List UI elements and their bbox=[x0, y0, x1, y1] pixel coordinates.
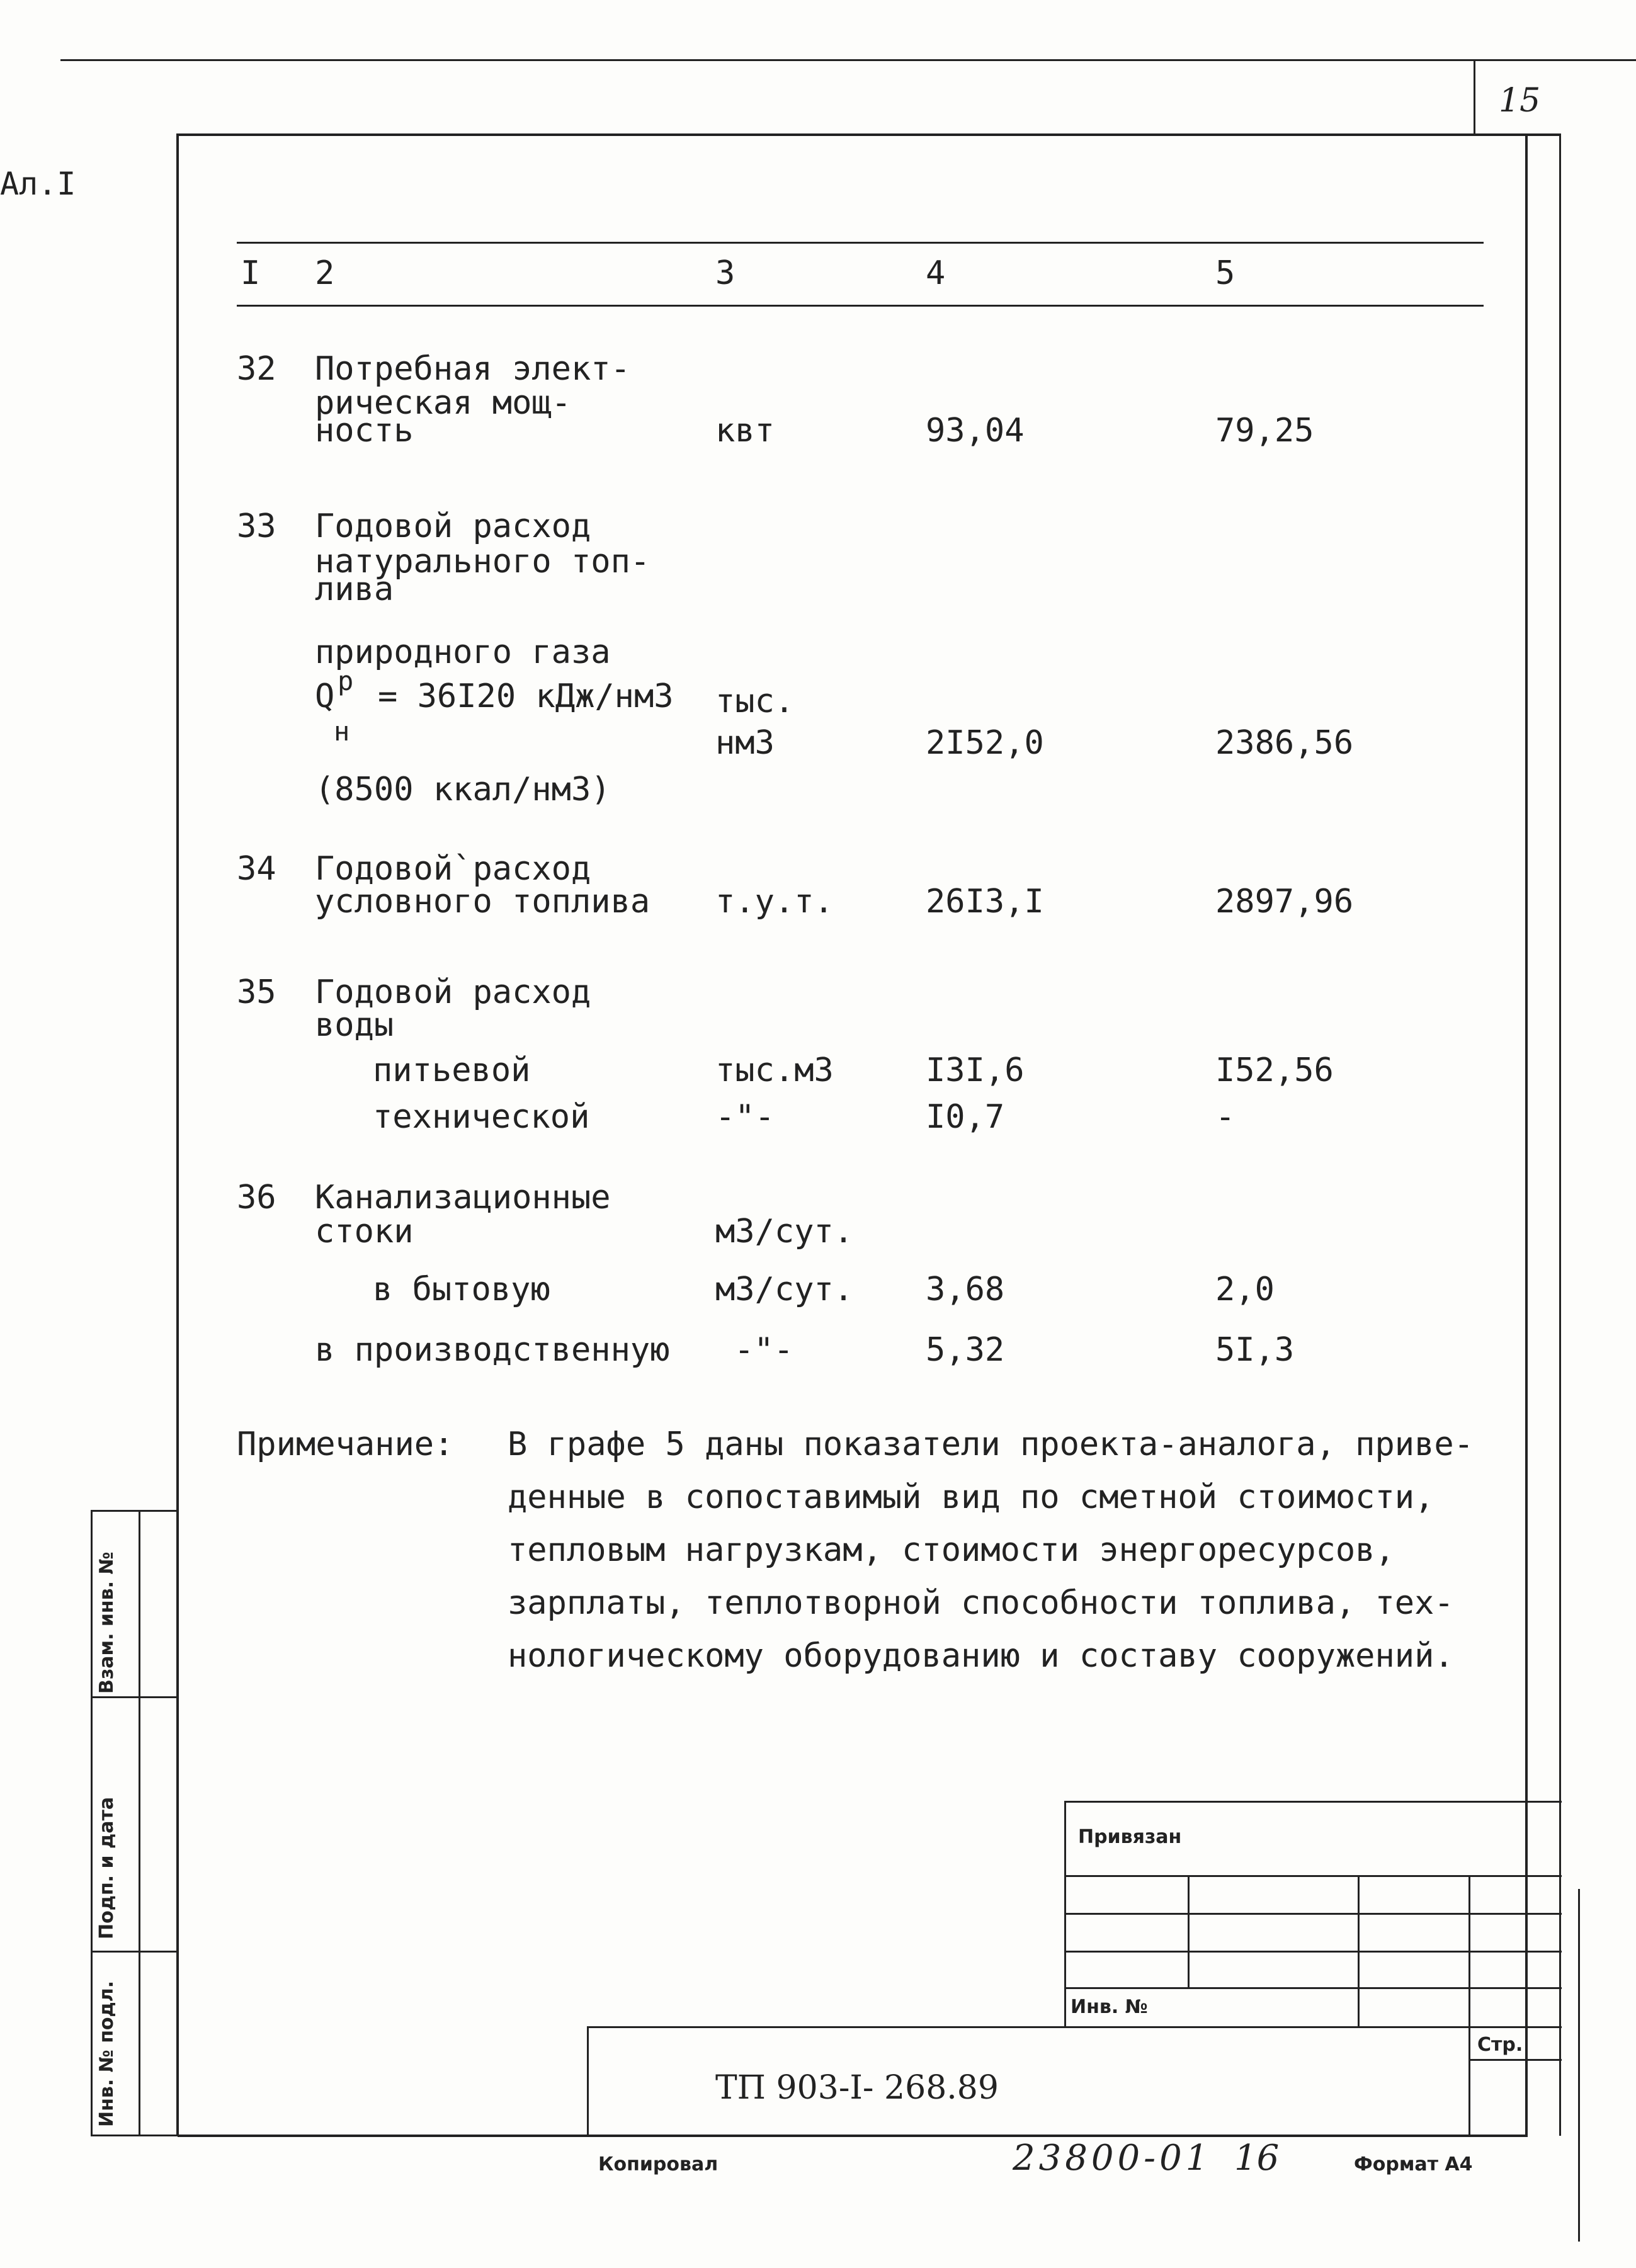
row-32-col5: 79,25 bbox=[1215, 412, 1314, 450]
gas-q-symbol: Q bbox=[315, 678, 335, 715]
row-36-unit: м3/сут. bbox=[715, 1213, 854, 1250]
row-34-unit: т.у.т. bbox=[715, 883, 834, 921]
sewage-domestic-col5: 2,0 bbox=[1215, 1271, 1275, 1308]
water-drinking-label: питьевой bbox=[373, 1052, 531, 1089]
sewage-domestic-unit: м3/сут. bbox=[715, 1271, 854, 1308]
row-32-unit: квт bbox=[715, 412, 775, 450]
header-col-2: 2 bbox=[315, 254, 335, 292]
row-33-line-2: натурального топ- bbox=[315, 543, 650, 581]
row-33-line-3: лива bbox=[315, 570, 394, 608]
row-33-num: 33 bbox=[237, 507, 276, 545]
note-line: нологическому оборудованию и составу сооружений. bbox=[508, 1637, 1454, 1675]
doc-code: ТП 903-I- 268.89 bbox=[715, 2069, 999, 2107]
note-label: Примечание: bbox=[237, 1426, 454, 1463]
row-32-line-1: Потребная элект- bbox=[315, 350, 630, 388]
sewage-industrial-col5: 5I,3 bbox=[1215, 1331, 1295, 1369]
header-col-4: 4 bbox=[926, 254, 946, 292]
row-35-line-2: воды bbox=[315, 1006, 394, 1044]
sheet-number-divider bbox=[1474, 60, 1475, 135]
gas-col5: 2386,56 bbox=[1215, 724, 1354, 762]
note-line: денные в сопоставимый вид по сметной стоимости, bbox=[508, 1478, 1434, 1516]
gas-unit-line-2: нм3 bbox=[715, 724, 775, 762]
sewage-domestic-col4: 3,68 bbox=[926, 1271, 1005, 1308]
note-line: зарплаты, теплотворной способности топлива, тех- bbox=[508, 1584, 1454, 1622]
frame-top bbox=[178, 133, 1560, 136]
gas-col4: 2I52,0 bbox=[926, 724, 1044, 762]
side-label-replaced-inv: Взам. инв. № bbox=[96, 1551, 118, 1694]
gas-q-value: = 36I20 кДж/нм3 bbox=[378, 678, 674, 715]
note-body bbox=[508, 1418, 1474, 1682]
water-technical-label: технической bbox=[373, 1098, 590, 1136]
row-36-line-1: Канализационные bbox=[315, 1179, 611, 1216]
gas-q-subscript: н bbox=[334, 716, 350, 747]
row-32-num: 32 bbox=[237, 350, 276, 388]
footer-copied: Копировал bbox=[598, 2153, 719, 2175]
margin-label: Ал.I bbox=[0, 166, 76, 202]
row-34-line-2: условного топлива bbox=[315, 883, 650, 921]
row-35-num: 35 bbox=[237, 973, 276, 1011]
sewage-industrial-unit: -"- bbox=[734, 1331, 793, 1369]
stamp-inv-no: Инв. № bbox=[1071, 1996, 1148, 2018]
doc-block-left bbox=[587, 2026, 589, 2136]
gas-line-kcal: (8500 ккал/нм3) bbox=[315, 771, 611, 808]
water-drinking-unit: тыс.м3 bbox=[715, 1052, 834, 1089]
note-line: тепловым нагрузкам, стоимости энергоресурсов, bbox=[508, 1531, 1395, 1569]
header-col-1: I bbox=[241, 254, 261, 292]
table-rule-top bbox=[237, 242, 1484, 244]
sewage-industrial-col4: 5,32 bbox=[926, 1331, 1005, 1369]
sewage-industrial-label: в производственную bbox=[315, 1331, 670, 1369]
row-33-line-1: Годовой расход bbox=[315, 507, 591, 545]
gas-line-1: природного газа bbox=[315, 633, 611, 671]
row-36-num: 36 bbox=[237, 1179, 276, 1216]
row-34-col5: 2897,96 bbox=[1215, 883, 1354, 921]
stamp-page-label: Стр. bbox=[1477, 2034, 1523, 2056]
row-35-line-1: Годовой расход bbox=[315, 973, 591, 1011]
row-34-line-1: Годовой`расход bbox=[315, 850, 591, 888]
row-32-line-2: рическая мощ- bbox=[315, 384, 571, 422]
gas-q-superscript: р bbox=[338, 666, 354, 696]
water-drinking-col5: I52,56 bbox=[1215, 1052, 1334, 1089]
row-34-num: 34 bbox=[237, 850, 276, 888]
table-rule-header bbox=[237, 305, 1484, 307]
top-rule bbox=[60, 59, 1636, 61]
row-34-col4: 26I3,I bbox=[926, 883, 1044, 921]
footer-handwritten-page: 16 bbox=[1234, 2138, 1280, 2179]
header-col-3: 3 bbox=[715, 254, 736, 292]
footer-handwritten: 23800-01 bbox=[1013, 2138, 1212, 2179]
water-technical-col4: I0,7 bbox=[926, 1098, 1005, 1136]
doc-block-top bbox=[587, 2026, 1562, 2028]
water-technical-col5: - bbox=[1215, 1098, 1236, 1136]
header-col-5: 5 bbox=[1215, 254, 1236, 292]
water-drinking-col4: I3I,6 bbox=[926, 1052, 1025, 1089]
gas-unit-line-1: тыс. bbox=[715, 683, 795, 720]
water-technical-unit: -"- bbox=[715, 1098, 775, 1136]
row-32-col4: 93,04 bbox=[926, 412, 1025, 450]
sewage-domestic-label: в бытовую bbox=[373, 1271, 550, 1308]
note-line: В графе 5 даны показатели проекта-аналога, приве- bbox=[508, 1426, 1474, 1463]
row-32-line-3: ность bbox=[315, 412, 414, 450]
footer-format: Формат А4 bbox=[1354, 2153, 1473, 2175]
side-label-signature-date: Подп. и дата bbox=[96, 1796, 118, 1939]
row-36-line-2: стоки bbox=[315, 1213, 414, 1250]
sheet-number: 15 bbox=[1499, 82, 1541, 120]
right-edge-mark bbox=[1578, 1889, 1580, 2242]
stamp-privyazan: Привязан bbox=[1078, 1826, 1182, 1848]
side-label-original-inv: Инв. № подл. bbox=[96, 1980, 118, 2127]
